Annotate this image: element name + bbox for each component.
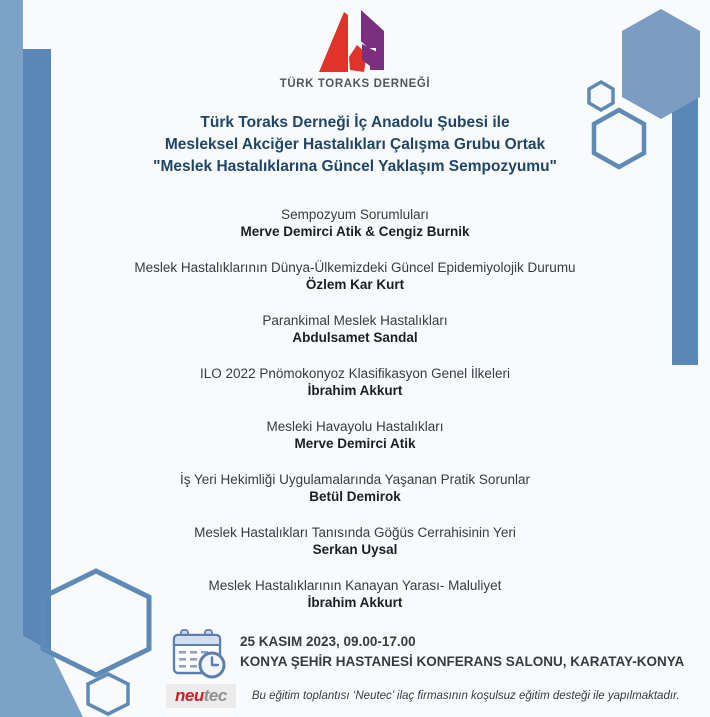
title-line-1: Türk Toraks Derneği İç Anadolu Şubesi ile bbox=[200, 114, 510, 131]
program-item bbox=[0, 259, 710, 293]
program-list bbox=[0, 206, 710, 630]
session-topic: ILO 2022 Pnömokonyoz Klasifikasyon Genel İlkeleri bbox=[200, 366, 510, 381]
session-topic: Sempozyum Sorumluları bbox=[281, 207, 429, 222]
session-topic: İş Yeri Hekimliği Uygulamalarında Yaşanan Pratik Sorunlar bbox=[180, 472, 530, 487]
event-text bbox=[240, 629, 684, 672]
title-line-2: Mesleksel Akciğer Hastalıkları Çalışma Grubu Ortak bbox=[164, 136, 546, 153]
neutec-logo-gray-part: tec bbox=[203, 686, 227, 705]
sponsor-footer bbox=[166, 684, 686, 708]
title-line-3: "Meslek Hastalıklarına Güncel Yaklaşım Sempozyumu" bbox=[153, 158, 557, 175]
session-speaker: Merve Demirci Atik & Cengiz Burnik bbox=[240, 224, 470, 239]
session-topic: Meslek Hastalıkları Tanısında Göğüs Cerrahisinin Yeri bbox=[194, 525, 516, 540]
session-speaker: Serkan Uysal bbox=[312, 542, 398, 557]
session-speaker: Abdulsamet Sandal bbox=[292, 330, 418, 345]
poster-title bbox=[0, 112, 710, 178]
session-topic: Meslek Hastalıklarının Kanayan Yarası- Maluliyet bbox=[208, 578, 502, 593]
program-item bbox=[0, 524, 710, 558]
turk-toraks-dernegi-lungs-logo-icon bbox=[315, 8, 395, 72]
program-item bbox=[0, 418, 710, 452]
session-topic: Mesleki Havayolu Hastalıkları bbox=[266, 419, 444, 434]
program-item bbox=[0, 577, 710, 611]
session-topic: Parankimal Meslek Hastalıkları bbox=[262, 313, 448, 328]
event-info bbox=[172, 629, 684, 679]
session-speaker: Özlem Kar Kurt bbox=[305, 277, 405, 292]
program-item bbox=[0, 471, 710, 505]
event-venue: KONYA ŞEHİR HASTANESİ KONFERANS SALONU, KARATAY-KONYA bbox=[240, 654, 685, 669]
program-item bbox=[0, 206, 710, 240]
session-speaker: İbrahim Akkurt bbox=[307, 595, 403, 610]
organization-name: TÜRK TORAKS DERNEĞİ bbox=[279, 78, 431, 90]
neutec-logo-red-part: neu bbox=[175, 686, 204, 705]
session-speaker: Merve Demirci Atik bbox=[294, 436, 416, 451]
program-item bbox=[0, 365, 710, 399]
session-speaker: İbrahim Akkurt bbox=[307, 383, 403, 398]
session-speaker: Betül Demirok bbox=[309, 489, 401, 504]
session-topic: Meslek Hastalıklarının Dünya-Ülkemizdeki Güncel Epidemiyolojik Durumu bbox=[134, 260, 576, 275]
sponsor-disclaimer: Bu eğitim toplantısı ‘Neutec’ ilaç firmasının koşulsuz eğitim desteği ile yapılmaktadır. bbox=[251, 690, 680, 702]
neutec-logo bbox=[166, 684, 236, 708]
event-datetime: 25 KASIM 2023, 09.00-17.00 bbox=[240, 634, 416, 649]
header bbox=[0, 8, 710, 90]
calendar-clock-icon bbox=[172, 629, 226, 679]
program-item bbox=[0, 312, 710, 346]
